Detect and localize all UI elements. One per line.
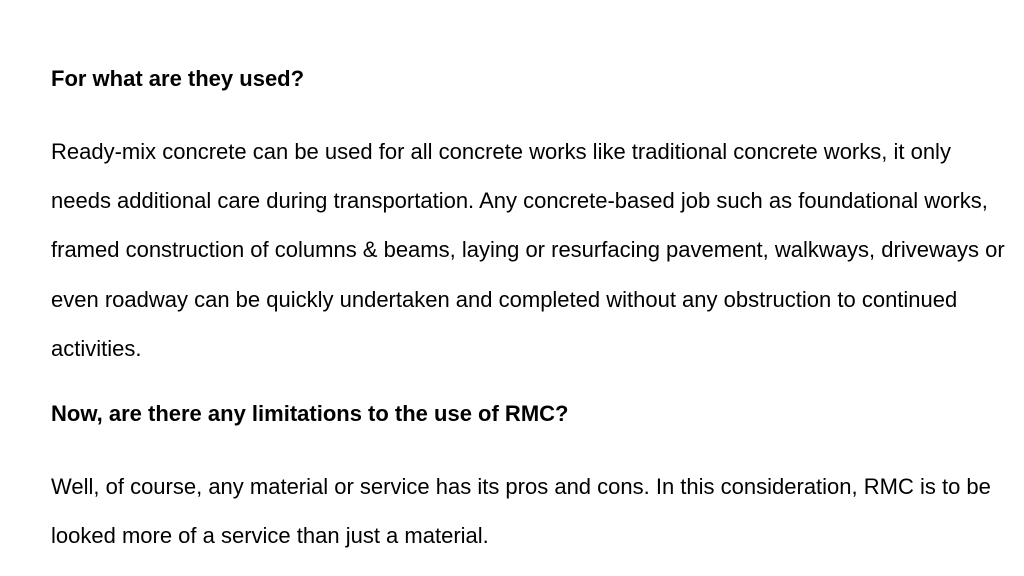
section-paragraph-limitations: Well, of course, any material or service has its pros and cons. In this consideration, RMC is to be looked more of a service than just a material. <box>51 474 991 549</box>
document-body <box>51 62 1011 560</box>
section-heading-uses: For what are they used? <box>51 66 305 91</box>
section-heading-limitations: Now, are there any limitations to the use of RMC? <box>51 401 569 427</box>
section-paragraph-uses: Ready-mix concrete can be used for all concrete works like traditional concrete works, it only needs additional care during transportation. Any concrete-based job such as foundational works, framed construction of columns & beams, laying or resurfacing pavement, walkways, driveways or even roadway can be quickly undertaken and completed without any obstruction to continued activities. <box>51 139 1005 361</box>
